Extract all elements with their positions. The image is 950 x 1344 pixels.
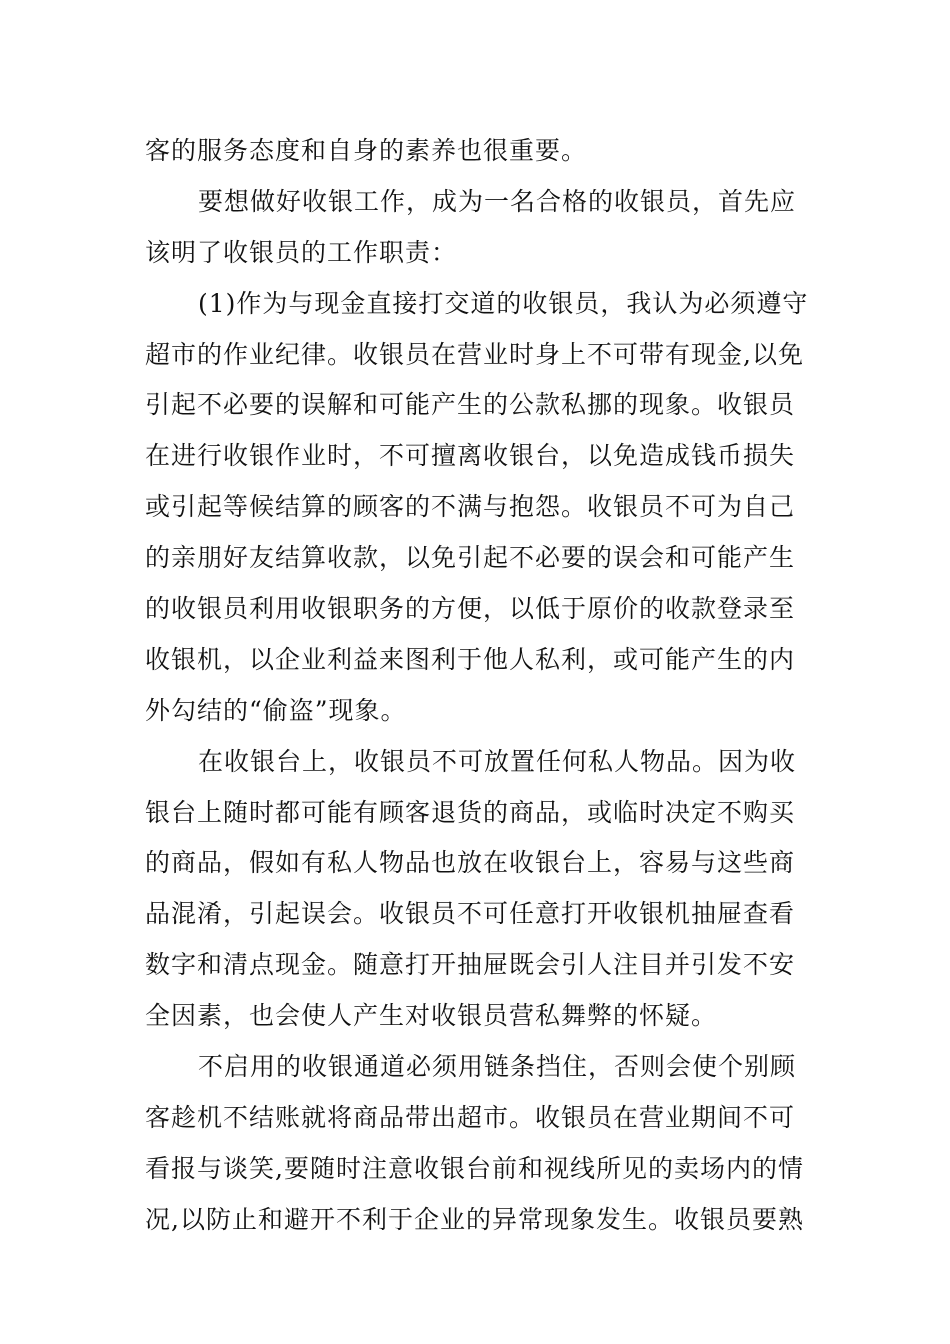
text-line: 或引起等候结算的顾客的不满与抱怨。收银员不可为自己 (145, 492, 796, 522)
text-line: 全因素，也会使人产生对收银员营私舞弊的怀疑。 (145, 1001, 718, 1031)
text-line: 该明了收银员的工作职责： (145, 237, 458, 267)
text-line: 银台上随时都可能有顾客退货的商品，或临时决定不购买 (145, 797, 796, 827)
text-line: 超市的作业纪律。收银员在营业时身上不可带有现金,以免 (145, 339, 804, 369)
paragraph-first-line: (1)作为与现金直接打交道的收银员，我认为必须遵守 (198, 288, 809, 318)
paragraph-first-line: 不启用的收银通道必须用链条挡住，否则会使个别顾 (198, 1052, 797, 1082)
text-line: 况,以防止和避开不利于企业的异常现象发生。收银员要熟 (145, 1204, 804, 1234)
text-line: 看报与谈笑,要随时注意收银台前和视线所见的卖场内的情 (145, 1153, 804, 1183)
paragraph-first-line: 要想做好收银工作，成为一名合格的收银员，首先应 (198, 186, 797, 216)
text-line: 品混淆，引起误会。收银员不可任意打开收银机抽屉查看 (145, 899, 796, 929)
paragraph-first-line: 在收银台上，收银员不可放置任何私人物品。因为收 (198, 746, 797, 776)
document-body (145, 126, 810, 1246)
text-line: 的收银员利用收银职务的方便，以低于原价的收款登录至 (145, 594, 796, 624)
text-line: 收银机，以企业利益来图利于他人私利，或可能产生的内 (145, 644, 796, 674)
text-line: 数字和清点现金。随意打开抽屉既会引人注目并引发不安 (145, 950, 796, 980)
text-line: 外勾结的“偷盗”现象。 (145, 695, 407, 725)
text-line: 在进行收银作业时，不可擅离收银台，以免造成钱币损失 (145, 441, 796, 471)
text-line: 引起不必要的误解和可能产生的公款私挪的现象。收银员 (145, 390, 796, 420)
text-line: 客的服务态度和自身的素养也很重要。 (145, 136, 588, 165)
text-line: 的亲朋好友结算收款，以免引起不必要的误会和可能产生 (145, 543, 796, 573)
text-line: 的商品，假如有私人物品也放在收银台上，容易与这些商 (145, 848, 796, 878)
text-line: 客趁机不结账就将商品带出超市。收银员在营业期间不可 (145, 1102, 796, 1132)
